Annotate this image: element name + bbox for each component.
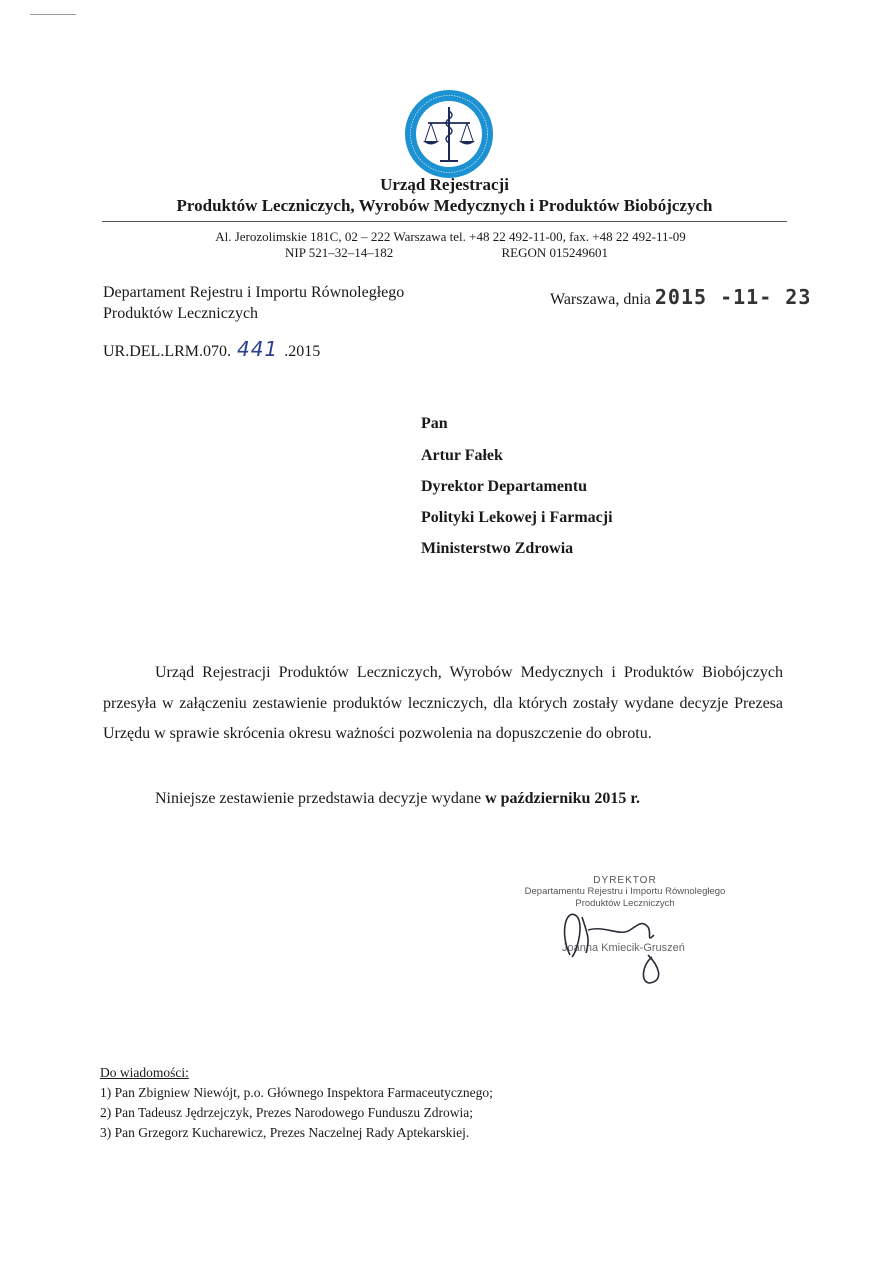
body-paragraph-2 <box>103 784 783 815</box>
recipient-line: Pan <box>421 415 448 432</box>
recipient-line: Artur Fałek <box>421 447 503 464</box>
office-name-line2: Produktów Leczniczych, Wyrobów Medycznych i Produktów Biobójczych <box>176 196 713 215</box>
copy-recipient: 2) Pan Tadeusz Jędrzejczyk, Prezes Narodowego Funduszu Zdrowia; <box>100 1105 473 1120</box>
signature-name: Joanna Kmiecik-Gruszeń <box>562 942 685 954</box>
reference-prefix: UR.DEL.LRM.070. <box>103 343 231 360</box>
paragraph2-text: Niniejsze zestawienie przedstawia decyzje wydane <box>155 790 486 807</box>
office-name-line1: Urząd Rejestracji <box>380 175 509 194</box>
nip-number: NIP 521–32–14–182 <box>285 245 394 260</box>
reference-number <box>103 337 320 361</box>
reference-handwritten-number: 441 <box>237 337 279 361</box>
header-divider <box>102 221 787 222</box>
date-place-label: Warszawa, dnia <box>550 291 651 308</box>
recipient-line: Dyrektor Departamentu <box>421 478 588 495</box>
date-stamp: 2015 -11- 23 <box>654 285 812 309</box>
signature-title: DYREKTOR <box>593 875 657 886</box>
department-line1: Departament Rejestru i Importu Równoległego <box>103 284 405 301</box>
office-address: Al. Jerozolimskie 181C, 02 – 222 Warszawa tel. +48 22 492-11-00, fax. +48 22 492-11-09 <box>215 229 686 244</box>
copies-heading: Do wiadomości: <box>100 1065 189 1080</box>
scan-edge-mark <box>30 14 76 15</box>
copy-recipient: 3) Pan Grzegorz Kucharewicz, Prezes Naczelnej Rady Aptekarskiej. <box>100 1125 470 1140</box>
office-ids <box>0 245 893 261</box>
reference-suffix: .2015 <box>284 343 321 360</box>
handwritten-signature-icon <box>530 895 690 985</box>
copy-recipient: 1) Pan Zbigniew Niewójt, p.o. Głównego Inspektora Farmaceutycznego; <box>100 1085 493 1100</box>
letter-date <box>550 285 811 309</box>
office-seal-logo-icon <box>404 89 494 179</box>
signature-dept-line2: Produktów Leczniczych <box>575 898 675 909</box>
regon-number: REGON 015249601 <box>501 245 608 260</box>
paragraph2-bold: w październiku 2015 r. <box>485 790 641 807</box>
body-paragraph-1: Urząd Rejestracji Produktów Leczniczych, Wyrobów Medycznych i Produktów Biobójczych przesyła w załączeniu zestawienie produktów leczniczych, dla których zostały wydane decyzje Prezesa Urzędu w sprawie skrócenia okresu ważności pozwolenia na dopuszczenie do obrotu. <box>103 664 783 742</box>
department-line2: Produktów Leczniczych <box>103 305 259 322</box>
recipient-line: Ministerstwo Zdrowia <box>421 540 574 557</box>
signature-dept-line1: Departamentu Rejestru i Importu Równoległego <box>524 886 726 897</box>
recipient-line: Polityki Lekowej i Farmacji <box>421 509 613 526</box>
